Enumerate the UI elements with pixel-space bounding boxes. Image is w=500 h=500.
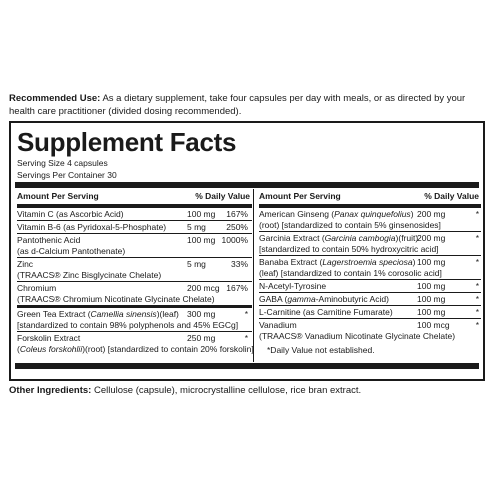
left-name: (TRAACS® Chromium Nicotinate Glycinate Chelate) bbox=[17, 294, 215, 304]
right-name: American Ginseng (Panax quinquefolius) bbox=[259, 209, 414, 219]
right-header bbox=[259, 189, 481, 208]
left-amount: 200 mcg bbox=[187, 283, 220, 293]
left-dv: 33% bbox=[230, 259, 248, 269]
right-dv: * bbox=[475, 320, 479, 330]
right-amount: 100 mg bbox=[417, 281, 446, 291]
servings-per-container: Servings Per Container 30 bbox=[17, 170, 117, 180]
right-dv: * bbox=[475, 307, 479, 317]
right-dv: * bbox=[475, 233, 479, 243]
right-amount: 100 mg bbox=[417, 307, 446, 317]
recommended-use bbox=[9, 92, 493, 118]
right-row bbox=[259, 267, 481, 278]
left-row bbox=[17, 305, 252, 319]
footnote: *Daily Value not established. bbox=[267, 345, 375, 355]
right-name: Garcinia Extract (Garcinia cambogia)(fruit) bbox=[259, 233, 419, 243]
left-amount: 100 mg bbox=[187, 235, 216, 245]
right-dv: * bbox=[475, 281, 479, 291]
serving-size: Serving Size 4 capsules bbox=[17, 158, 108, 168]
right-row bbox=[259, 330, 481, 341]
panel-title: Supplement Facts bbox=[17, 127, 237, 157]
right-name: (leaf) [standardized to contain 1% corosolic acid] bbox=[259, 268, 442, 278]
other-ingredients bbox=[9, 384, 493, 397]
left-name: Green Tea Extract (Camellia sinensis)(leaf) bbox=[17, 309, 179, 319]
left-dv: * bbox=[244, 333, 248, 343]
supplement-facts-panel bbox=[9, 121, 485, 381]
right-amount: 100 mg bbox=[417, 257, 446, 267]
left-dv: 1000% bbox=[221, 235, 248, 245]
bottom-bar bbox=[15, 363, 479, 369]
left-name: Forskolin Extract bbox=[17, 333, 81, 343]
right-amount: 100 mg bbox=[417, 294, 446, 304]
right-column bbox=[259, 189, 481, 341]
left-amount: 300 mg bbox=[187, 309, 216, 319]
right-name: (TRAACS® Vanadium Nicotinate Glycinate Chelate) bbox=[259, 331, 456, 341]
left-header bbox=[17, 189, 252, 208]
left-header-dv: % Daily Value bbox=[195, 191, 250, 201]
right-name: Banaba Extract (Lagerstroemia speciosa) bbox=[259, 257, 416, 267]
right-row bbox=[259, 208, 481, 219]
left-name: Pantothenic Acid bbox=[17, 235, 81, 245]
left-name: Zinc bbox=[17, 259, 34, 269]
left-row bbox=[17, 208, 252, 219]
right-dv: * bbox=[475, 294, 479, 304]
right-amount: 100 mcg bbox=[417, 320, 450, 330]
left-row bbox=[17, 245, 252, 256]
left-name: Chromium bbox=[17, 283, 57, 293]
left-row bbox=[17, 343, 252, 354]
left-header-amount: Amount Per Serving bbox=[17, 191, 99, 201]
left-name: (TRAACS® Zinc Bisglycinate Chelate) bbox=[17, 270, 162, 280]
left-amount: 250 mg bbox=[187, 333, 216, 343]
other-ingredients-label: Other Ingredients: bbox=[9, 385, 92, 396]
right-row bbox=[259, 231, 481, 243]
thick-divider bbox=[15, 182, 479, 188]
left-dv: 167% bbox=[226, 283, 248, 293]
right-row bbox=[259, 255, 481, 267]
left-row bbox=[17, 257, 252, 269]
left-rows bbox=[17, 208, 252, 354]
right-row bbox=[259, 219, 481, 230]
right-name: N-Acetyl-Tyrosine bbox=[259, 281, 327, 291]
left-row bbox=[17, 269, 252, 280]
right-name: L-Carnitine (as Carnitine Fumarate) bbox=[259, 307, 393, 317]
left-name: Vitamin B-6 (as Pyridoxal-5-Phosphate) bbox=[17, 222, 167, 232]
right-amount: 200 mg bbox=[417, 209, 446, 219]
left-row bbox=[17, 293, 252, 304]
right-row bbox=[259, 305, 481, 317]
left-row bbox=[17, 281, 252, 293]
left-dv: * bbox=[244, 309, 248, 319]
right-header-amount: Amount Per Serving bbox=[259, 191, 341, 201]
left-row bbox=[17, 331, 252, 343]
left-name: [standardized to contain 98% polyphenols and 45% EGCg] bbox=[17, 320, 239, 330]
left-amount: 5 mg bbox=[187, 259, 206, 269]
other-ingredients-text: Cellulose (capsule), microcrystalline cellulose, rice bran extract. bbox=[91, 385, 362, 396]
column-divider bbox=[253, 189, 254, 362]
right-dv: * bbox=[475, 257, 479, 267]
right-row bbox=[259, 279, 481, 291]
left-name: (as d-Calcium Pantothenate) bbox=[17, 246, 126, 256]
left-amount: 5 mg bbox=[187, 222, 206, 232]
right-name: GABA (gamma-Aminobutyric Acid) bbox=[259, 294, 389, 304]
right-row bbox=[259, 243, 481, 254]
left-name: (Coleus forskohlii)(root) [standardized to contain 20% forskolin] bbox=[17, 344, 254, 354]
right-header-dv: % Daily Value bbox=[424, 191, 479, 201]
right-name: [standardized to contain 50% hydroxycitric acid] bbox=[259, 244, 439, 254]
right-name: (root) [standardized to contain 5% ginsenosides] bbox=[259, 220, 441, 230]
right-rows bbox=[259, 208, 481, 341]
left-amount: 100 mg bbox=[187, 209, 216, 219]
left-row bbox=[17, 220, 252, 232]
recommended-use-text: As a dietary supplement, take four capsules per day with meals, or as directed by your health care practitioner (divided dosing recommended). bbox=[9, 93, 466, 117]
right-amount: 200 mg bbox=[417, 233, 446, 243]
right-name: Vanadium bbox=[259, 320, 297, 330]
right-row bbox=[259, 318, 481, 330]
left-row bbox=[17, 319, 252, 330]
left-row bbox=[17, 233, 252, 245]
right-dv: * bbox=[475, 209, 479, 219]
left-column bbox=[17, 189, 252, 354]
recommended-use-label: Recommended Use: bbox=[9, 93, 101, 104]
left-dv: 250% bbox=[226, 222, 248, 232]
right-row bbox=[259, 292, 481, 304]
left-dv: 167% bbox=[226, 209, 248, 219]
left-name: Vitamin C (as Ascorbic Acid) bbox=[17, 209, 124, 219]
